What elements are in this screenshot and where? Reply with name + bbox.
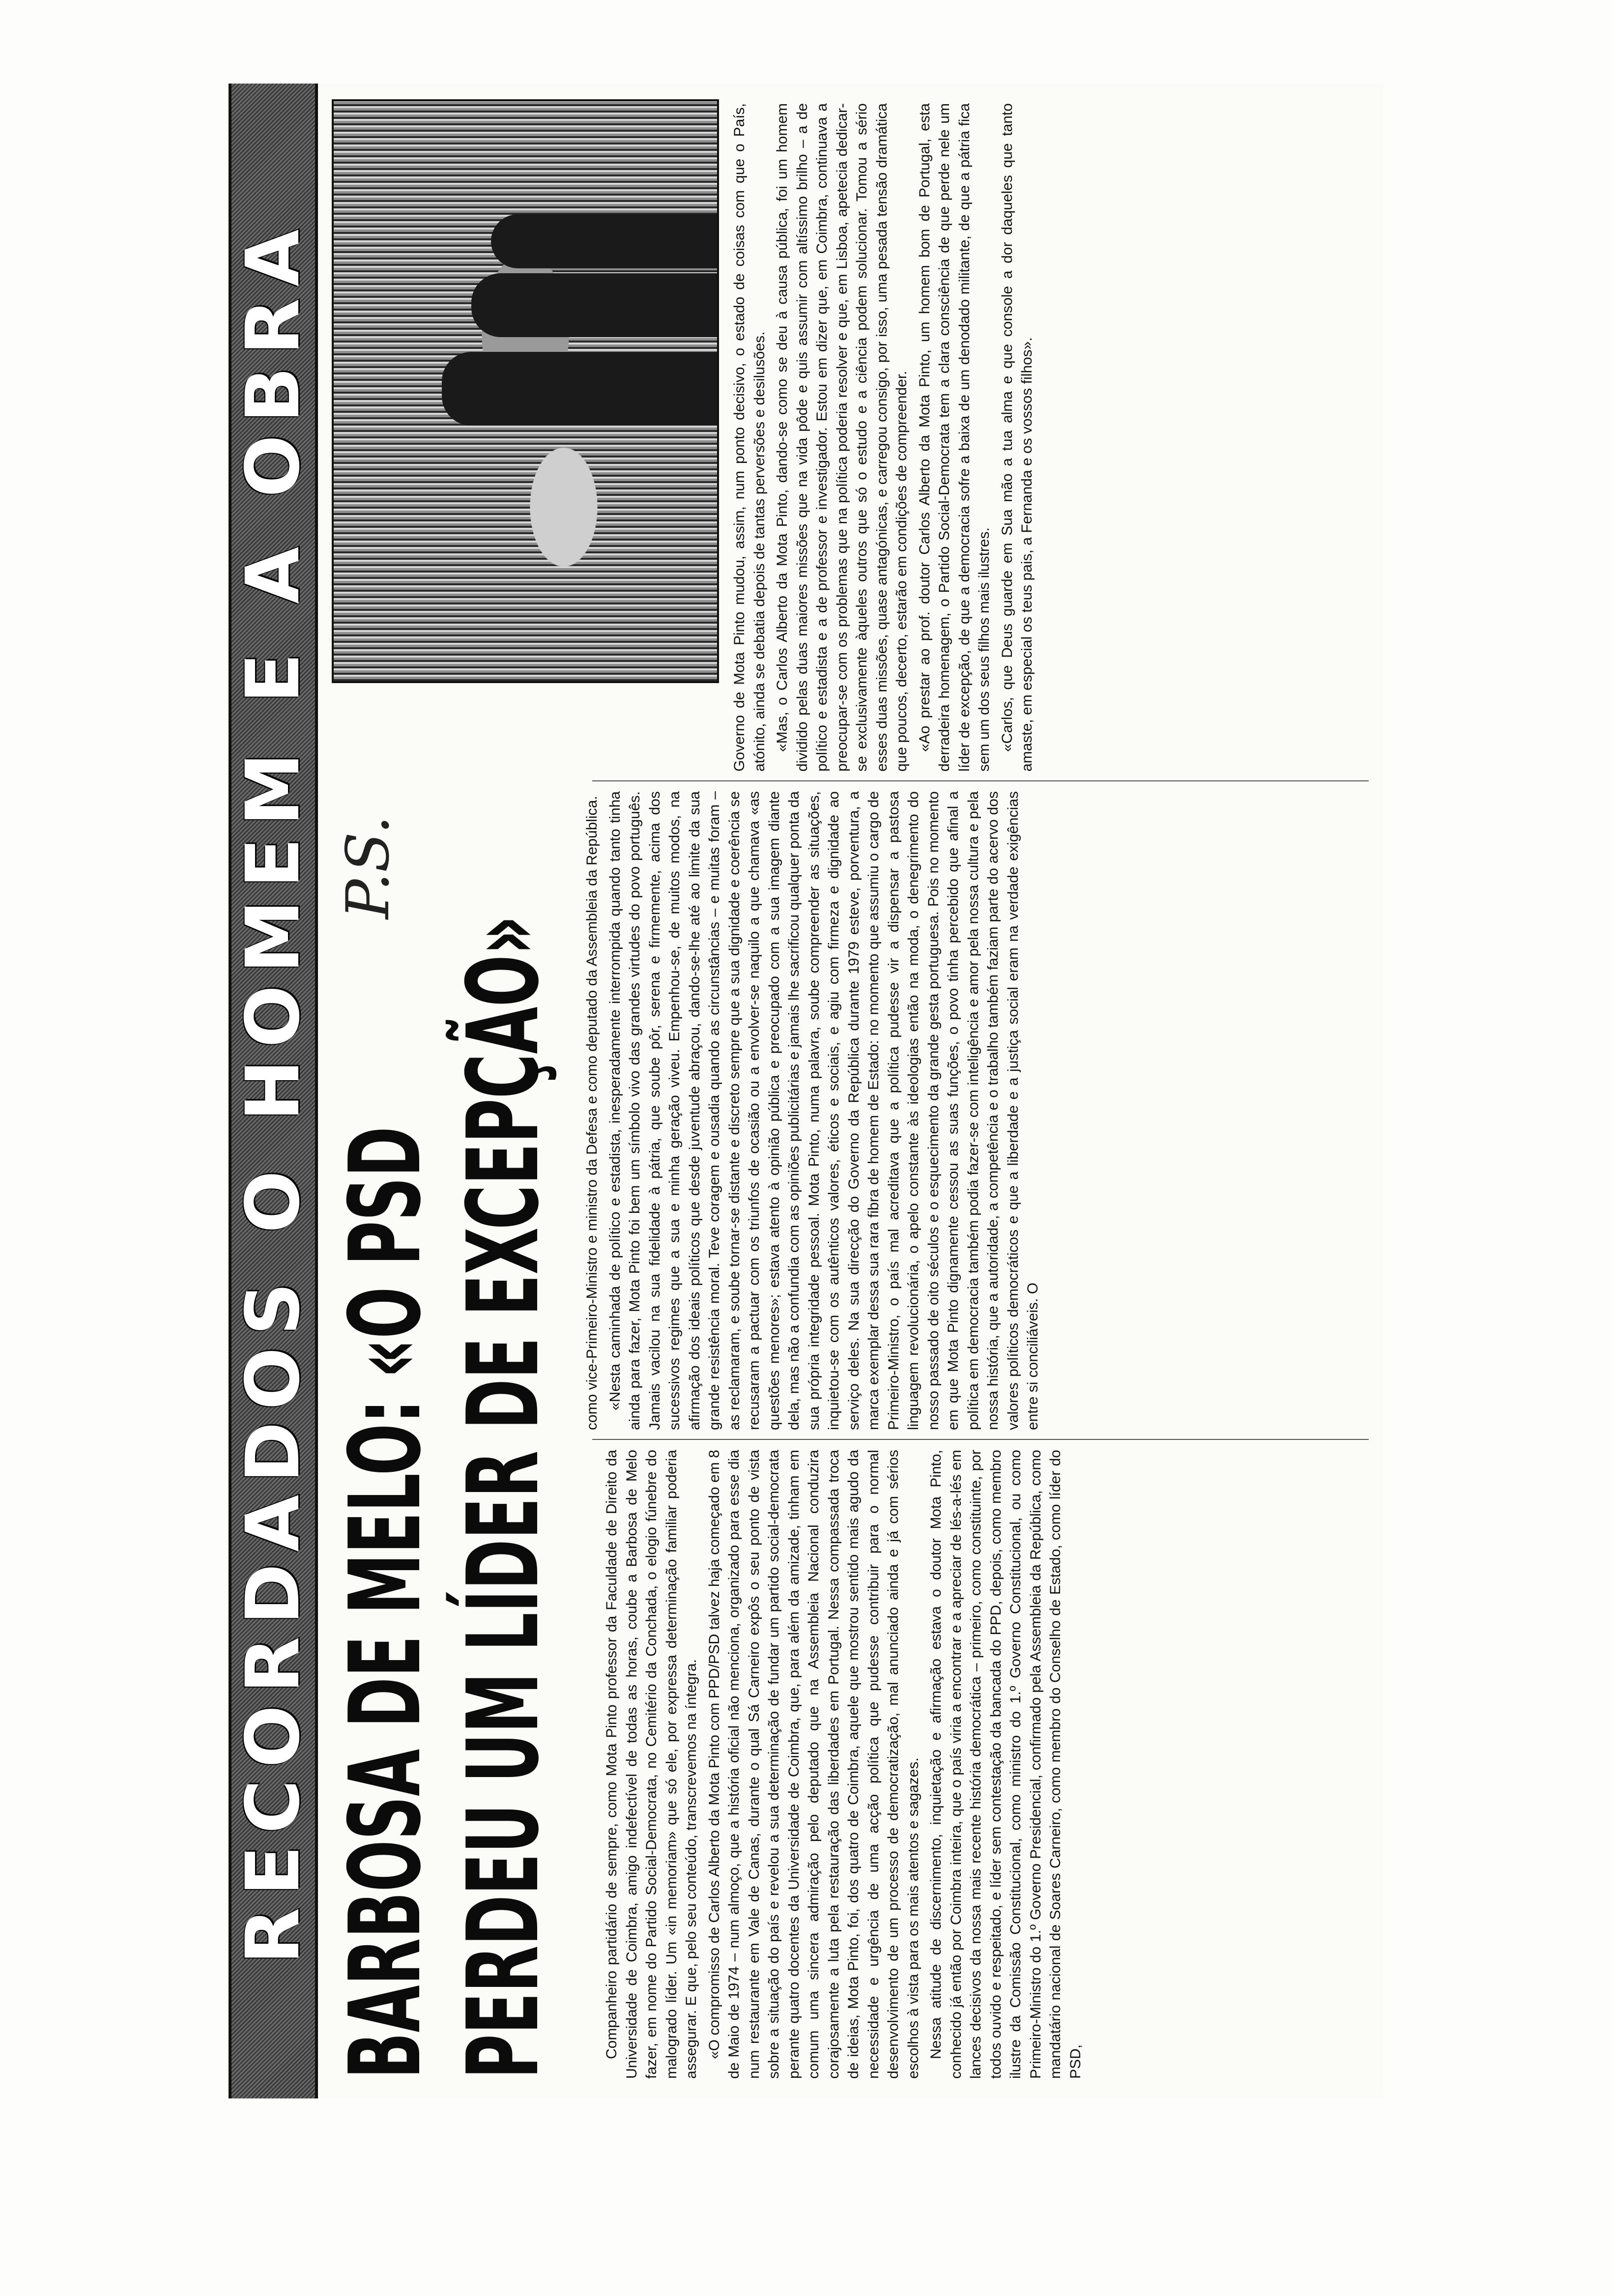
paragraph: «Carlos, que Deus guarde em Sua mão a tua alma e que console a dor daqueles que tanto amaste, em especial os teus pais, a Fernanda e os vossos filhos».: [999, 103, 1035, 772]
article-column-3: [730, 103, 1369, 772]
headline-line-1: BARBOSA DE MELO: «O PSD: [328, 1126, 443, 2079]
photo-figure: [442, 352, 717, 426]
banner-title: RECORDADOS O HOMEM E A OBRA: [230, 217, 316, 1965]
photo-figure: [471, 273, 717, 337]
paragraph: «Mas, o Carlos Alberto da Mota Pinto, dando-se como se deu à causa pública, foi um homem dividido pelas duas maiores missões que na vida pôde e quis assumir com altíssimo brilho – a de político e estadista e a de professor e investigador. Estou em dizer que, em Coimbra, continuava a preocupar-se com os problemas que na política poderia resolver e que, em Lisboa, apetecia dedicar-se exclusivamente àqueles outros que só o estudo e a ciência podem solucionar. Tomou a sério esses duas missões, quase antagónicas, e carregou consigo, por isso, uma pesada tensão dramática que poucos, decerto, estarão em condições de compreender.: [774, 103, 910, 772]
newspaper-clipping: [229, 84, 1383, 2098]
paragraph: Nessa atitude de discernimento, inquietação e afirmação estava o doutor Mota Pinto, conhecido já então por Coimbra inteira, que o país viria a encontrar e a apreciar de lés-a-lés em lances decisivos da nossa mais recente história democrática – primeiro, como constituinte, por todos ouvido e respeitado, e líder sem contestação da bancada do PPD, depois, como membro ilustre da Comissão Constitucional, como ministro do 1.º Governo Constitucional, ou como Primeiro-Ministro do 1.º Governo Presidencial, confirmado pela Assembleia da República, como mandatário nacional de Soares Carneiro, como membro do Conselho de Estado, como líder do PSD,: [928, 1450, 1084, 2079]
paragraph: «O compromisso de Carlos Alberto da Mota Pinto com PPD/PSD talvez haja começado em 8 de Maio de 1974 – num almoço, que a história oficial não menciona, organizado para esse dia num restaurante em Vale de Canas, durante o qual Sá Carneiro expôs o seu ponto de vista sobre a situação do país e revelou a sua determinação de fundar um partido social-democrata perante quatro docentes da Universidade de Coimbra, que, para além da amizade, tinham em comum uma sincera admiração pelo deputado que na Assembleia Nacional conduzira corajosamente a luta pela restauração das liberdades em Portugal. Nessa compassada troca de ideias, Mota Pinto, foi, dos quatro de Coimbra, aquele que mostrou sentido mais agudo da necessidade e urgência de uma acção política que pudesse contribuir para o normal desenvolvimento de um processo de democratização, mal anunciado ainda e já com sérios escolhos à vista para os mais atentos e sagazes.: [706, 1450, 921, 2079]
section-banner: [229, 84, 318, 2098]
article-photo: [332, 99, 719, 683]
paragraph: como vice-Primeiro-Ministro e ministro da Defesa e como deputado da Assembleia da República.: [584, 796, 600, 1430]
handwritten-annotation: P.S.: [334, 815, 403, 919]
article-column-1: [602, 1450, 1369, 2079]
paragraph: «Nesta caminhada de político e estadista, inesperadamente interrompida quando tanto tinha ainda para fazer, Mota Pinto foi bem um símbolo vivo das grandes virtudes do povo português. Jamais vacilou na sua fidelidade à pátria, que soube pôr, serena e firmemente, acima dos sucessivos regimes que a sua e minha geração viveu. Empenhou-se, de muitos modos, na afirmação dos ideais políticos que desde juventude abraçou, dando-se-lhe até ao limite da sua grande resistência moral. Teve coragem e ousadia quando as circunstâncias – e muitas foram – as reclamaram, e soube tornar-se distante e discreto sempre que a sua dignidade e coerência se recusaram a pactuar com os triunfos de ocasião ou a envolver-se naquilo a que chamava «as questões menores»; estava atento à opinião pública e preocupado com a sua imagem diante dela, mas não a confundia com as opiniões publicitárias e jamais lhe sacrificou qualquer ponta da sua própria integridade pessoal. Mota Pinto, numa palavra, soube compreender as situações, inquietou-se com os autênticos valores, éticos e sociais, e agiu com firmeza e dignidade ao serviço deles. Na sua direcção do Governo da República durante 1979 esteve, porventura, a marca exemplar dessa sua rara fibra de homem de Estado: no momento que assumiu o cargo de Primeiro-Ministro, o país mal acreditava que a política pudesse vir a dispensar a pastosa linguagem revolucionária, o apelo constante às ideologias então na moda, o denegrimento do nosso passado de oito séculos e o esquecimento da grande gesta portuguesa. Pois no momento em que Mota Pinto dignamente cessou as suas funções, o povo tinha percebido que afinal a política em democracia também podia fazer-se com inteligência e amor pela nossa cultura e pela nossa história, que a autoridade, a competência e o trabalho também faziam parte do acervo dos valores políticos democráticos e que a liberdade e a justiça social eram na verdade exigências entre si conciliáveis. O: [606, 791, 1041, 1430]
headline-line-2: PERDEU UM LÍDER DE EXCEPÇÃO»: [446, 915, 561, 2079]
column-divider: [592, 780, 1369, 781]
column-divider: [592, 1439, 1369, 1440]
paragraph: «Ao prestar ao prof. doutor Carlos Alberto da Mota Pinto, um homem bom de Portugal, esta derradeira homenagem, o Partido Social-Democrata tem a clara consciência de que perde nele um líder de excepção, de que a democracia sofre a baixa de um denodado militante, de que a pátria fica sem um dos seus filhos mais ilustres.: [916, 103, 992, 772]
article-headline: [327, 915, 563, 2079]
paragraph: Governo de Mota Pinto mudou, assim, num ponto decisivo, o estado de coisas com que o País, atónito, ainda se debatia depois de tantas perversões e desilusões.: [731, 103, 768, 772]
article-column-2: [582, 791, 1369, 1430]
paragraph: Companheiro partidário de sempre, como Mota Pinto professor da Faculdade de Direito da Universidade de Coimbra, amigo indefectível de todas as horas, coube a Barbosa de Melo fazer, em nome do Partido Social-Democrata, no Cemitério da Conchada, o elogio fúnebre do malogrado líder. Um «in memoriam» que só ele, por expressa determinação familiar poderia assegurar. E que, pelo seu conteúdo, transcrevemos na íntegra.: [604, 1450, 699, 2079]
photo-figure: [491, 214, 717, 268]
